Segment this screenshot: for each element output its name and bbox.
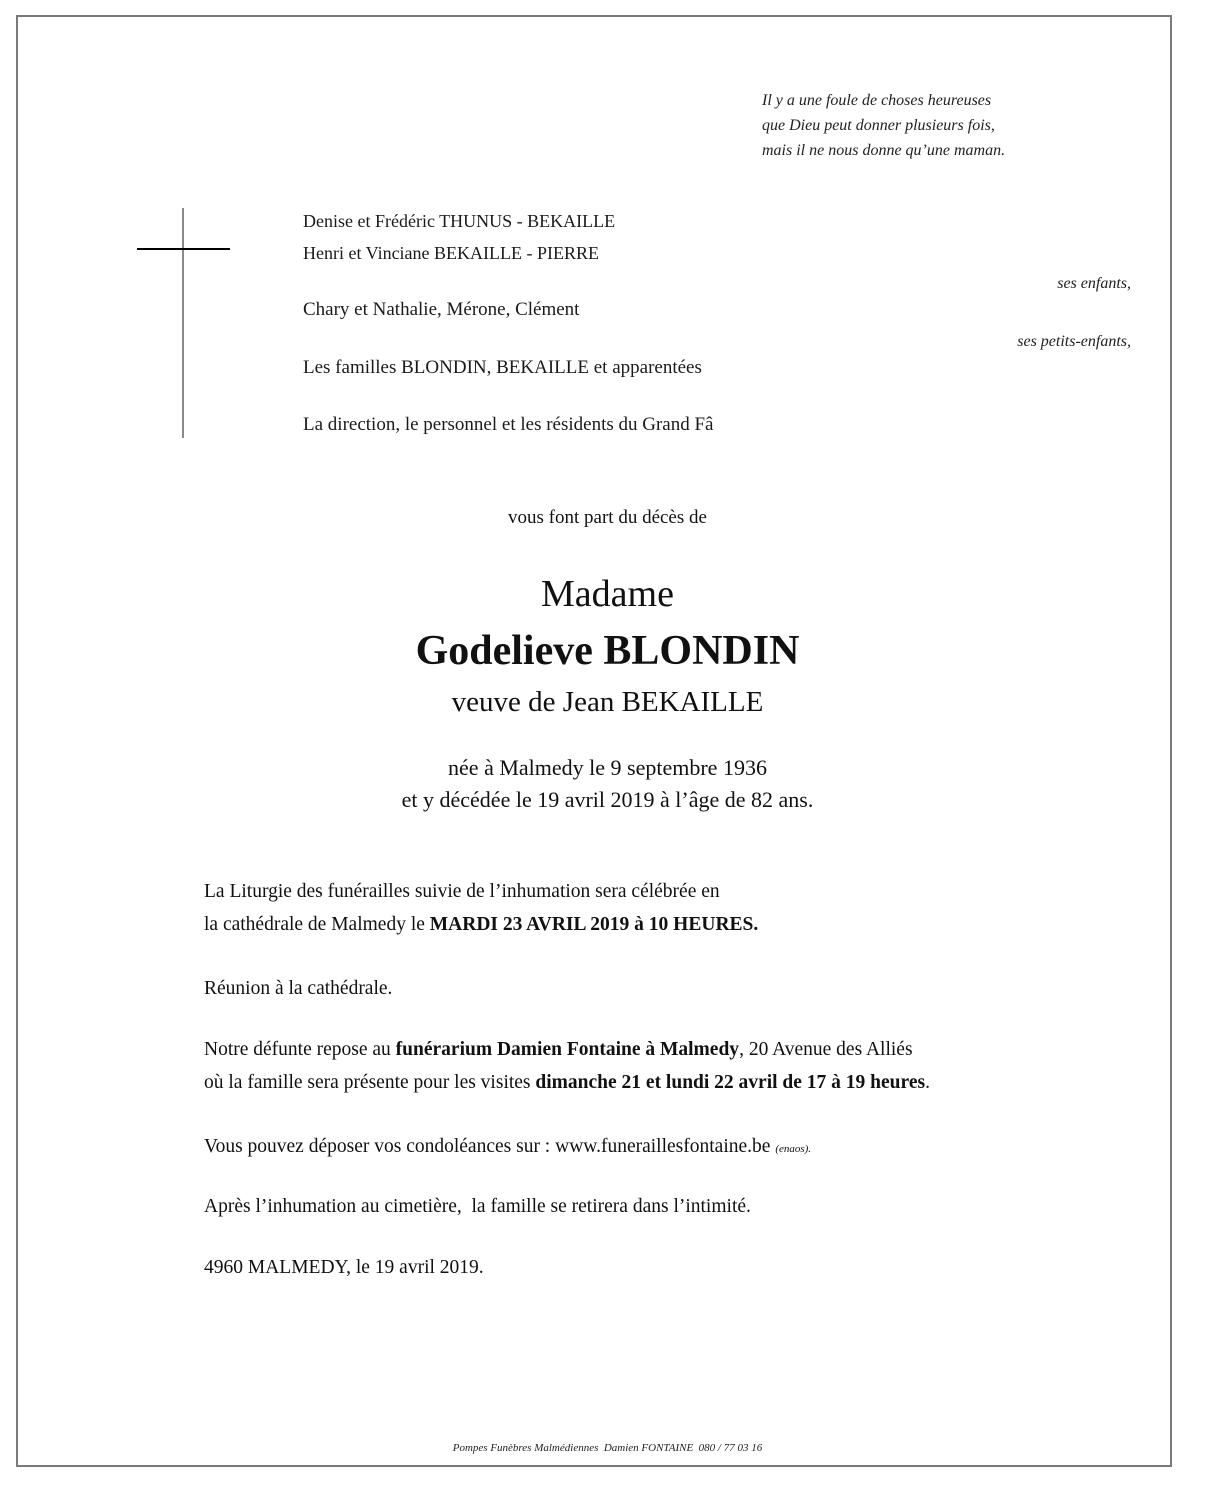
funeral-home: funérarium Damien Fontaine à Malmedy xyxy=(395,1039,740,1060)
family-institution: La direction, le personnel et les résidents du Grand Fâ xyxy=(303,414,714,435)
grandchildren-label: ses petits-enfants, xyxy=(1017,333,1131,350)
rest-paragraph xyxy=(204,1033,930,1099)
cross-horizontal-bar xyxy=(137,248,230,250)
visits-schedule: dimanche 21 et lundi 22 avril de 17 à 19 heures xyxy=(535,1072,926,1093)
visits-prefix: où la famille sera présente pour les visites xyxy=(204,1072,536,1093)
family-children-2: Henri et Vinciane BEKAILLE - PIERRE xyxy=(303,243,600,263)
condolences-note: (enaos). xyxy=(775,1143,812,1155)
deceased-name: Godelieve BLONDIN xyxy=(415,628,800,674)
condolences-link[interactable]: www.funeraillesfontaine.be xyxy=(555,1136,771,1157)
liturgy-line-2 xyxy=(204,908,758,941)
visits-line xyxy=(204,1066,930,1099)
rest-prefix: Notre défunte repose au xyxy=(204,1039,396,1060)
quote-line: que Dieu peut donner plusieurs fois, xyxy=(762,117,995,134)
rest-line xyxy=(204,1033,930,1066)
liturgy-location: la cathédrale de Malmedy le xyxy=(204,914,430,935)
family-children-1: Denise et Frédéric THUNUS - BEKAILLE xyxy=(303,211,616,231)
widow-of: veuve de Jean BEKAILLE xyxy=(451,686,764,718)
footer-funeral-director: Pompes Funèbres Malmédiennes Damien FONTAINE 080 / 77 03 16 xyxy=(452,1442,763,1454)
after-burial-line: Après l’inhumation au cimetière, la famille se retirera dans l’intimité. xyxy=(204,1196,751,1217)
family-families: Les familles BLONDIN, BEKAILLE et apparentées xyxy=(303,357,702,378)
quote-line: mais il ne nous donne qu’une maman. xyxy=(762,142,1006,159)
place-date-line: 4960 MALMEDY, le 19 avril 2019. xyxy=(204,1257,484,1278)
family-grandchildren: Chary et Nathalie, Mérone, Clément xyxy=(303,299,580,320)
death-line: et y décédée le 19 avril 2019 à l’âge de 82 ans. xyxy=(401,787,814,812)
cross-vertical-bar xyxy=(182,208,184,438)
quote-line: Il y a une foule de choses heureuses xyxy=(762,92,992,109)
condolences-line xyxy=(204,1130,811,1166)
birth-line: née à Malmedy le 9 septembre 1936 xyxy=(448,755,767,780)
liturgy-paragraph xyxy=(204,875,758,941)
liturgy-line-1: La Liturgie des funérailles suivie de l’inhumation sera célébrée en xyxy=(204,881,720,902)
condolences-prefix: Vous pouvez déposer vos condoléances sur : xyxy=(204,1136,556,1157)
deceased-title: Madame xyxy=(541,573,674,615)
visits-suffix: . xyxy=(925,1072,930,1093)
meeting-line: Réunion à la cathédrale. xyxy=(204,978,393,999)
announcement-intro: vous font part du décès de xyxy=(508,507,707,528)
funeral-home-address: , 20 Avenue des Alliés xyxy=(739,1039,913,1060)
epigraph-quote xyxy=(762,88,1005,163)
children-label: ses enfants, xyxy=(1057,275,1131,292)
liturgy-datetime: MARDI 23 AVRIL 2019 à 10 HEURES. xyxy=(429,914,759,935)
life-dates xyxy=(0,752,1215,816)
page-border xyxy=(16,15,1172,1467)
